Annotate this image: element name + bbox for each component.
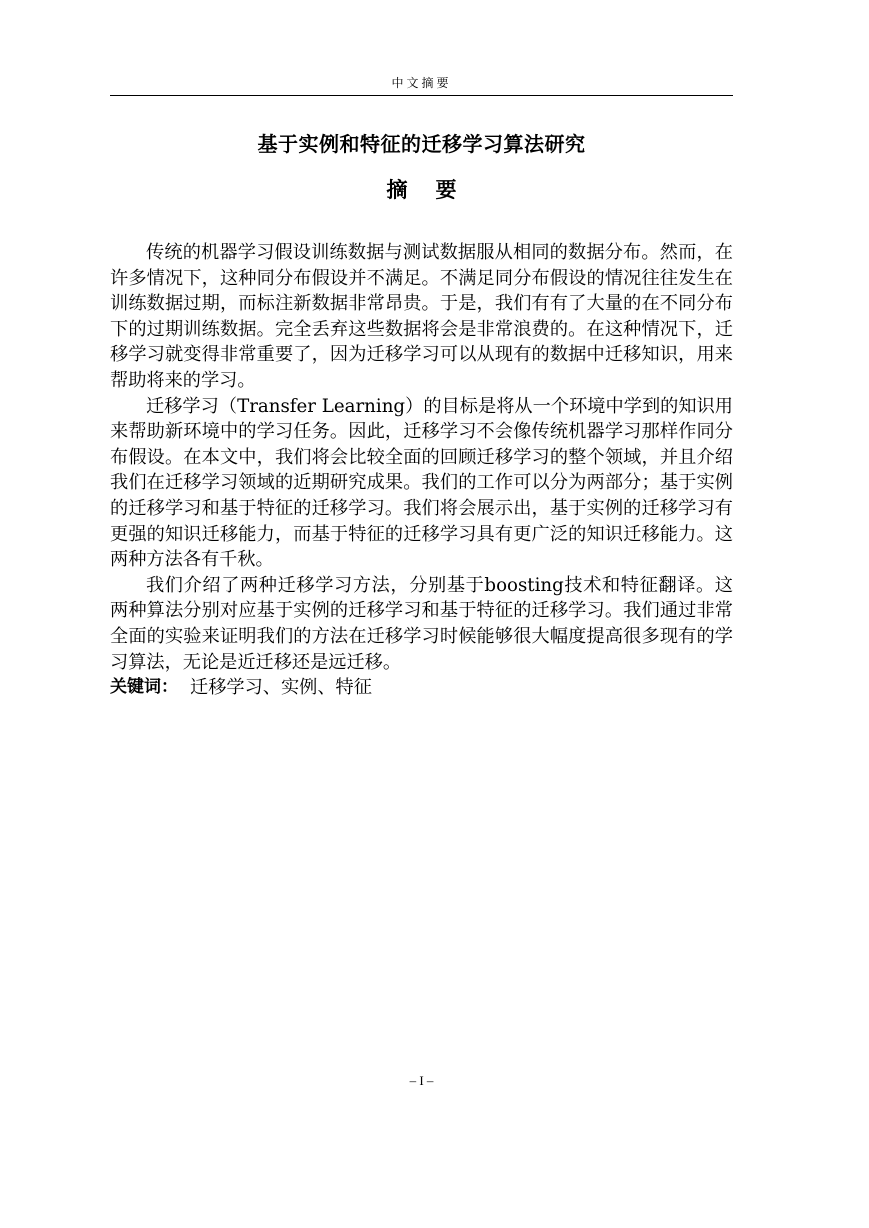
running-header: 中文摘要 (391, 76, 452, 90)
page-number: – I – (409, 1073, 434, 1088)
abstract-heading: 摘要 (386, 178, 485, 202)
keywords-value: 迁移学习、实例、特征 (190, 677, 372, 699)
abstract-body (110, 240, 733, 701)
abstract-paragraph-1: 传统的机器学习假设训练数据与测试数据服从相同的数据分布。然而，在许多情况下，这种同分布假设并不满足。不满足同分布假设的情况往往发生在训练数据过期，而标注新数据非常昂贵。于是，我们有有了大量的在不同分布下的过期训练数据。完全丢弃这些数据将会是非常浪费的。在这种情况下，迁移学习就变得非常重要了，因为迁移学习可以从现有的数据中迁移知识，用来帮助将来的学习。 (110, 242, 733, 391)
keywords-label: 关键词： (110, 677, 178, 698)
header-rule (110, 95, 733, 96)
keywords-line (110, 675, 733, 701)
abstract-paragraph-2: 迁移学习（Transfer Learning）的目标是将从一个环境中学到的知识用来帮助新环境中的学习任务。因此，迁移学习不会像传统机器学习那样作同分布假设。在本文中，我们将会比较全面的回顾迁移学习的整个领域，并且介绍我们在迁移学习领域的近期研究成果。我们的工作可以分为两部分；基于实例的迁移学习和基于特征的迁移学习。我们将会展示出，基于实例的迁移学习有更强的知识迁移能力，而基于特征的迁移学习具有更广泛的知识迁移能力。这两种方法各有千秋。 (110, 395, 733, 571)
page-title: 基于实例和特征的迁移学习算法研究 (257, 132, 586, 156)
abstract-paragraph-3: 我们介绍了两种迁移学习方法，分别基于boosting技术和特征翻译。这两种算法分别对应基于实例的迁移学习和基于特征的迁移学习。我们通过非常全面的实验来证明我们的方法在迁移学习时候能够很大幅度提高很多现有的学习算法，无论是近迁移还是远迁移。 (110, 574, 733, 673)
